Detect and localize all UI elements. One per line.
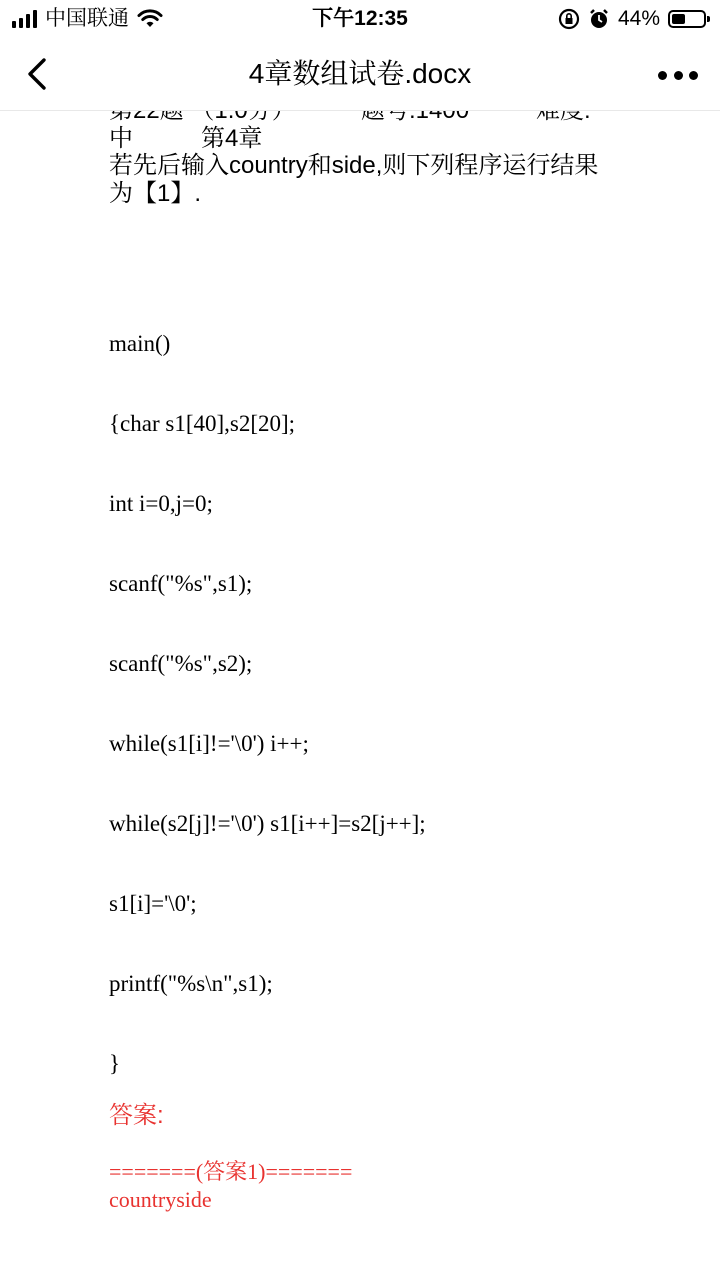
code-line: while(s1[i]!='\0') i++; (109, 731, 309, 756)
code-line: s1[i]='\0'; (109, 891, 197, 916)
clock: 下午12:35 (312, 7, 408, 30)
question-meta-2 (109, 125, 609, 152)
answer-separator: =======(答案1)======= (109, 1159, 353, 1184)
nav-bar (0, 40, 720, 111)
difficulty-value: 中 (109, 125, 133, 152)
carrier-name: 中国联通 (45, 7, 129, 30)
question-text-line-2: 为【1】. (109, 180, 202, 207)
rotation-lock-icon (558, 8, 580, 30)
document-viewer[interactable] (0, 111, 720, 1280)
code-line: while(s2[j]!='\0') s1[i++]=s2[j++]; (109, 811, 426, 836)
chapter-label: 第4章 (201, 125, 263, 152)
code-line: {char s1[40],s2[20]; (109, 411, 296, 436)
alarm-icon (588, 8, 610, 30)
back-chevron-icon[interactable] (18, 52, 62, 96)
battery-percent: 44% (617, 7, 660, 30)
code-line: int i=0,j=0; (109, 491, 213, 516)
code-line: scanf("%s",s2); (109, 651, 253, 676)
question-text-line-1: 若先后输入country和side,则下列程序运行结果 (109, 152, 599, 179)
code-line: } (109, 1051, 121, 1076)
code-line: printf("%s\n",s1); (109, 971, 273, 996)
document-title: 4章数组试卷.docx (248, 58, 472, 89)
answer-value: countryside (109, 1187, 212, 1212)
battery-icon (668, 10, 706, 28)
answer-label: 答案: (109, 1102, 164, 1129)
more-dots-icon[interactable] (658, 60, 698, 90)
status-bar (0, 0, 720, 40)
code-line: main() (109, 331, 171, 356)
code-line: scanf("%s",s1); (109, 571, 253, 596)
